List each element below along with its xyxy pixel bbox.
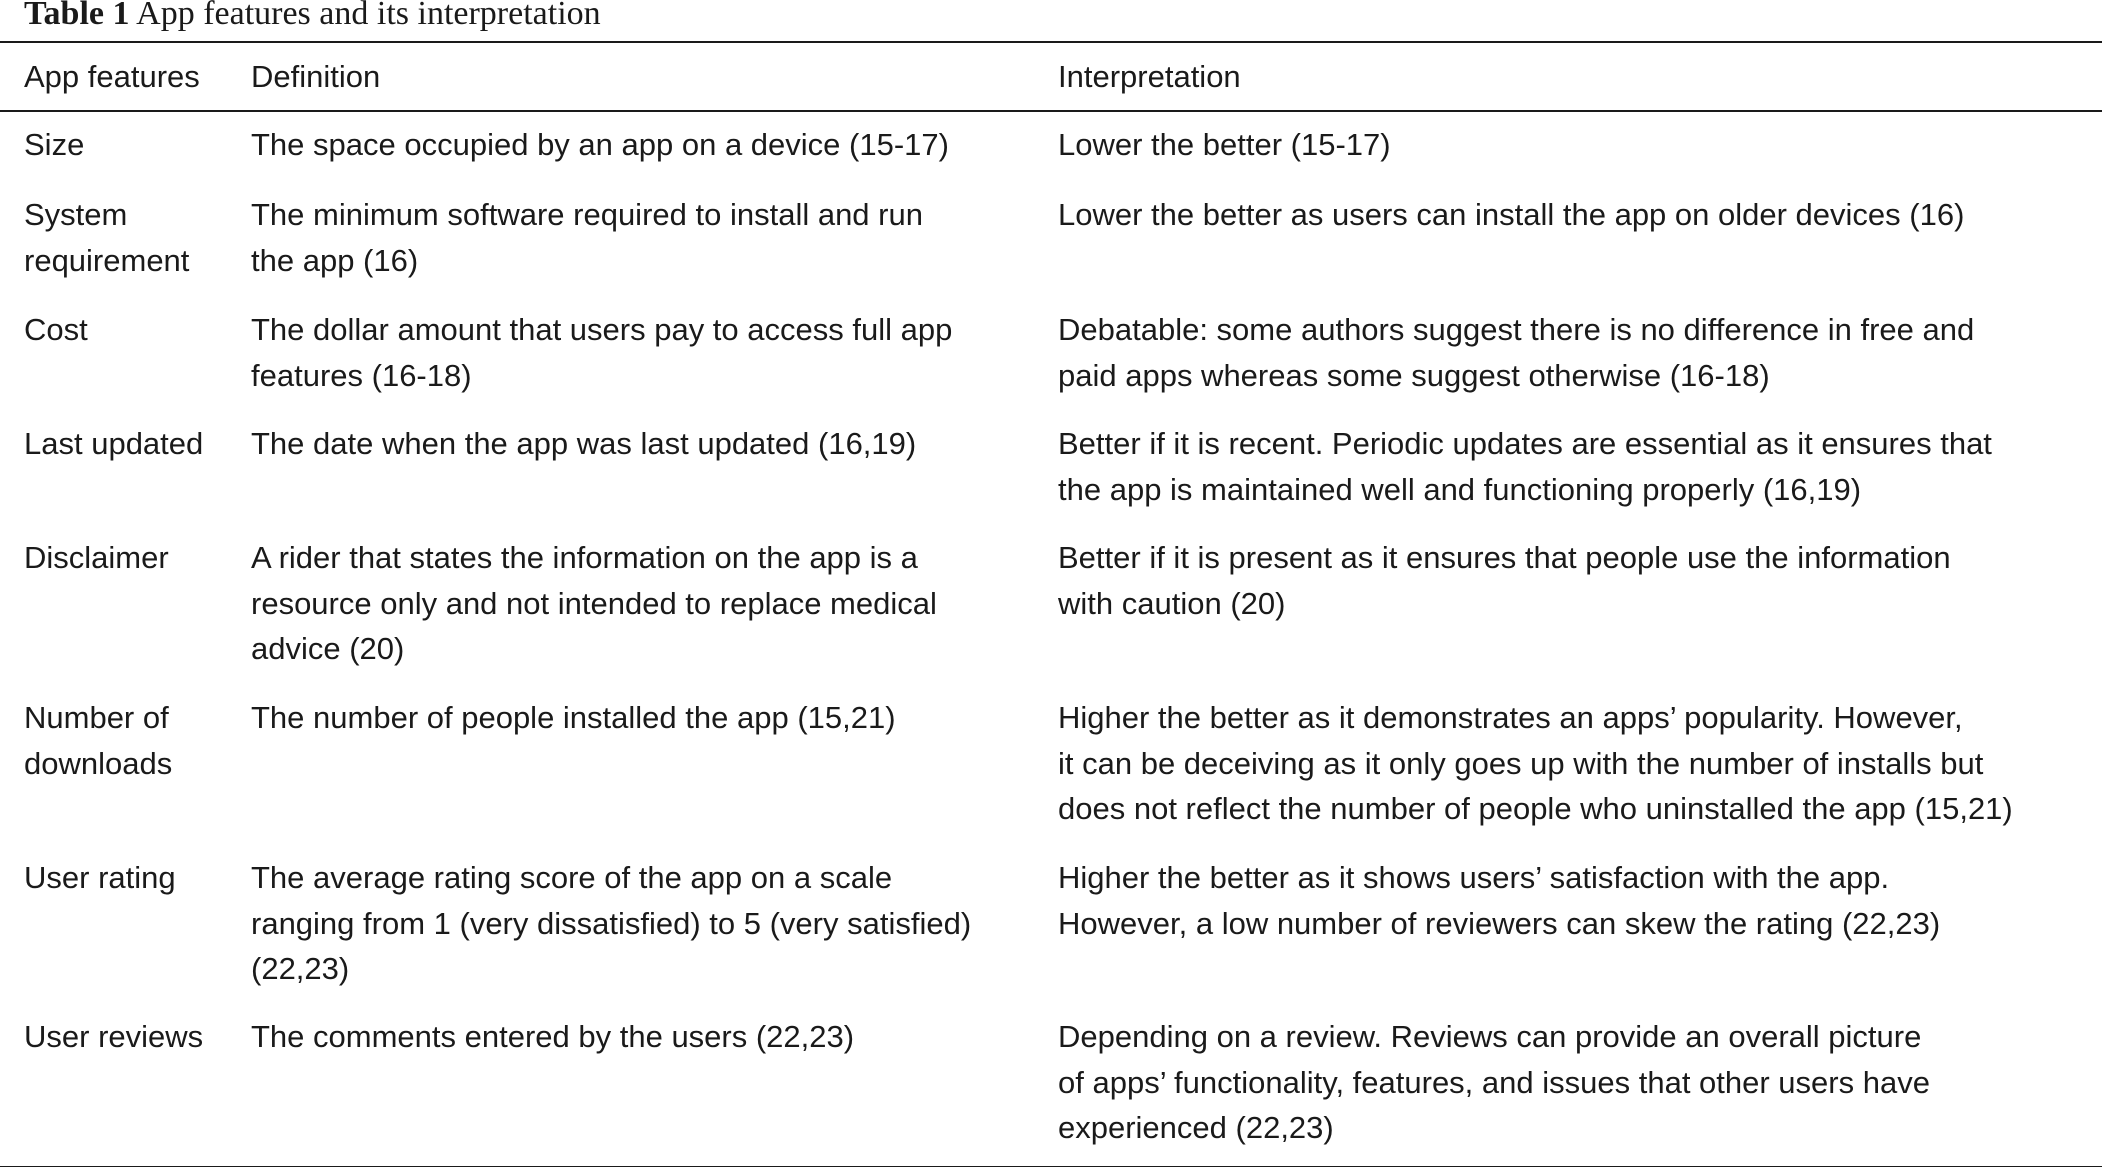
- cell-text-line: the app is maintained well and functioning properly (16,19): [1058, 471, 1862, 507]
- cell-definition: [251, 192, 923, 283]
- table-header-rule: [0, 110, 2102, 112]
- cell-text-line: The space occupied by an app on a device (15-17): [251, 127, 949, 162]
- cell-text-line: Last updated: [24, 426, 204, 461]
- cell-text-line: resource only and not intended to replace medical: [251, 585, 937, 621]
- cell-definition: [251, 695, 896, 741]
- cell-text-line: paid apps whereas some suggest otherwise (16-18): [1058, 357, 1770, 393]
- cell-text-line: Higher the better as it demonstrates an apps’ popularity. However,: [1058, 700, 1963, 735]
- cell-app-feature: [24, 1014, 203, 1060]
- cell-interpretation: [1058, 307, 1974, 398]
- cell-text-line: A rider that states the information on the app is a: [251, 540, 918, 575]
- cell-text-line: does not reflect the number of people who uninstalled the app (15,21): [1058, 791, 2013, 826]
- cell-text-line: Better if it is present as it ensures that people use the information: [1058, 540, 1951, 575]
- cell-app-feature: [24, 535, 169, 581]
- header-definition: Definition: [251, 59, 381, 94]
- cell-definition: [251, 122, 949, 168]
- cell-text-line: experienced (22,23): [1058, 1110, 1334, 1145]
- cell-text-line: of apps’ functionality, features, and issues that other users have: [1058, 1064, 1930, 1100]
- cell-text-line: the app (16): [251, 242, 419, 278]
- cell-text-line: Lower the better (15-17): [1058, 127, 1391, 162]
- cell-app-feature: [24, 421, 203, 467]
- cell-definition: [251, 307, 952, 398]
- cell-text-line: with caution (20): [1058, 585, 1286, 621]
- cell-text-line: System: [24, 197, 128, 232]
- cell-definition: [251, 855, 971, 992]
- cell-interpretation: [1058, 421, 1992, 512]
- cell-app-feature: [24, 307, 88, 353]
- cell-app-feature: [24, 695, 172, 786]
- cell-interpretation: [1058, 855, 1940, 946]
- cell-text-line: advice (20): [251, 631, 405, 666]
- cell-definition: [251, 535, 937, 672]
- cell-text-line: features (16-18): [251, 357, 472, 393]
- cell-text-line: The comments entered by the users (22,23): [251, 1019, 855, 1054]
- table-caption-label: Table 1: [24, 0, 130, 32]
- cell-text-line: Debatable: some authors suggest there is no difference in free and: [1058, 312, 1975, 347]
- cell-text-line: Lower the better as users can install the app on older devices (16): [1058, 197, 1965, 232]
- cell-definition: [251, 1014, 854, 1060]
- cell-text-line: User rating: [24, 860, 176, 895]
- cell-text-line: it can be deceiving as it only goes up with the number of installs but: [1058, 745, 1984, 781]
- cell-text-line: Better if it is recent. Periodic updates are essential as it ensures that: [1058, 426, 1992, 461]
- cell-app-feature: [24, 855, 176, 901]
- table-top-rule: [0, 41, 2102, 43]
- cell-text-line: Number of: [24, 700, 169, 735]
- cell-text-line: The average rating score of the app on a scale: [251, 860, 893, 895]
- cell-app-feature: [24, 192, 189, 283]
- table-caption: [24, 0, 601, 34]
- cell-app-feature: [24, 122, 84, 168]
- cell-interpretation: [1058, 1014, 1930, 1151]
- cell-text-line: Size: [24, 127, 85, 162]
- cell-text-line: User reviews: [24, 1019, 204, 1054]
- cell-text-line: Higher the better as it shows users’ satisfaction with the app.: [1058, 860, 1890, 895]
- cell-text-line: Cost: [24, 312, 88, 347]
- header-app-features: App features: [24, 59, 200, 94]
- cell-interpretation: [1058, 192, 1964, 238]
- cell-text-line: Depending on a review. Reviews can provide an overall picture: [1058, 1019, 1922, 1054]
- cell-interpretation: [1058, 122, 1391, 168]
- cell-interpretation: [1058, 535, 1951, 626]
- cell-text-line: The number of people installed the app (15,21): [251, 700, 896, 735]
- cell-text-line: The dollar amount that users pay to access full app: [251, 312, 953, 347]
- cell-definition: [251, 421, 916, 467]
- cell-text-line: (22,23): [251, 951, 350, 986]
- cell-text-line: Disclaimer: [24, 540, 169, 575]
- cell-text-line: However, a low number of reviewers can skew the rating (22,23): [1058, 905, 1941, 941]
- header-interpretation: Interpretation: [1058, 59, 1241, 94]
- cell-text-line: ranging from 1 (very dissatisfied) to 5 (very satisfied): [251, 905, 972, 941]
- table-caption-title: App features and its interpretation: [136, 0, 601, 32]
- cell-interpretation: [1058, 695, 2013, 832]
- cell-text-line: The minimum software required to install and run: [251, 197, 923, 232]
- cell-text-line: downloads: [24, 745, 173, 781]
- cell-text-line: The date when the app was last updated (16,19): [251, 426, 917, 461]
- cell-text-line: requirement: [24, 242, 190, 278]
